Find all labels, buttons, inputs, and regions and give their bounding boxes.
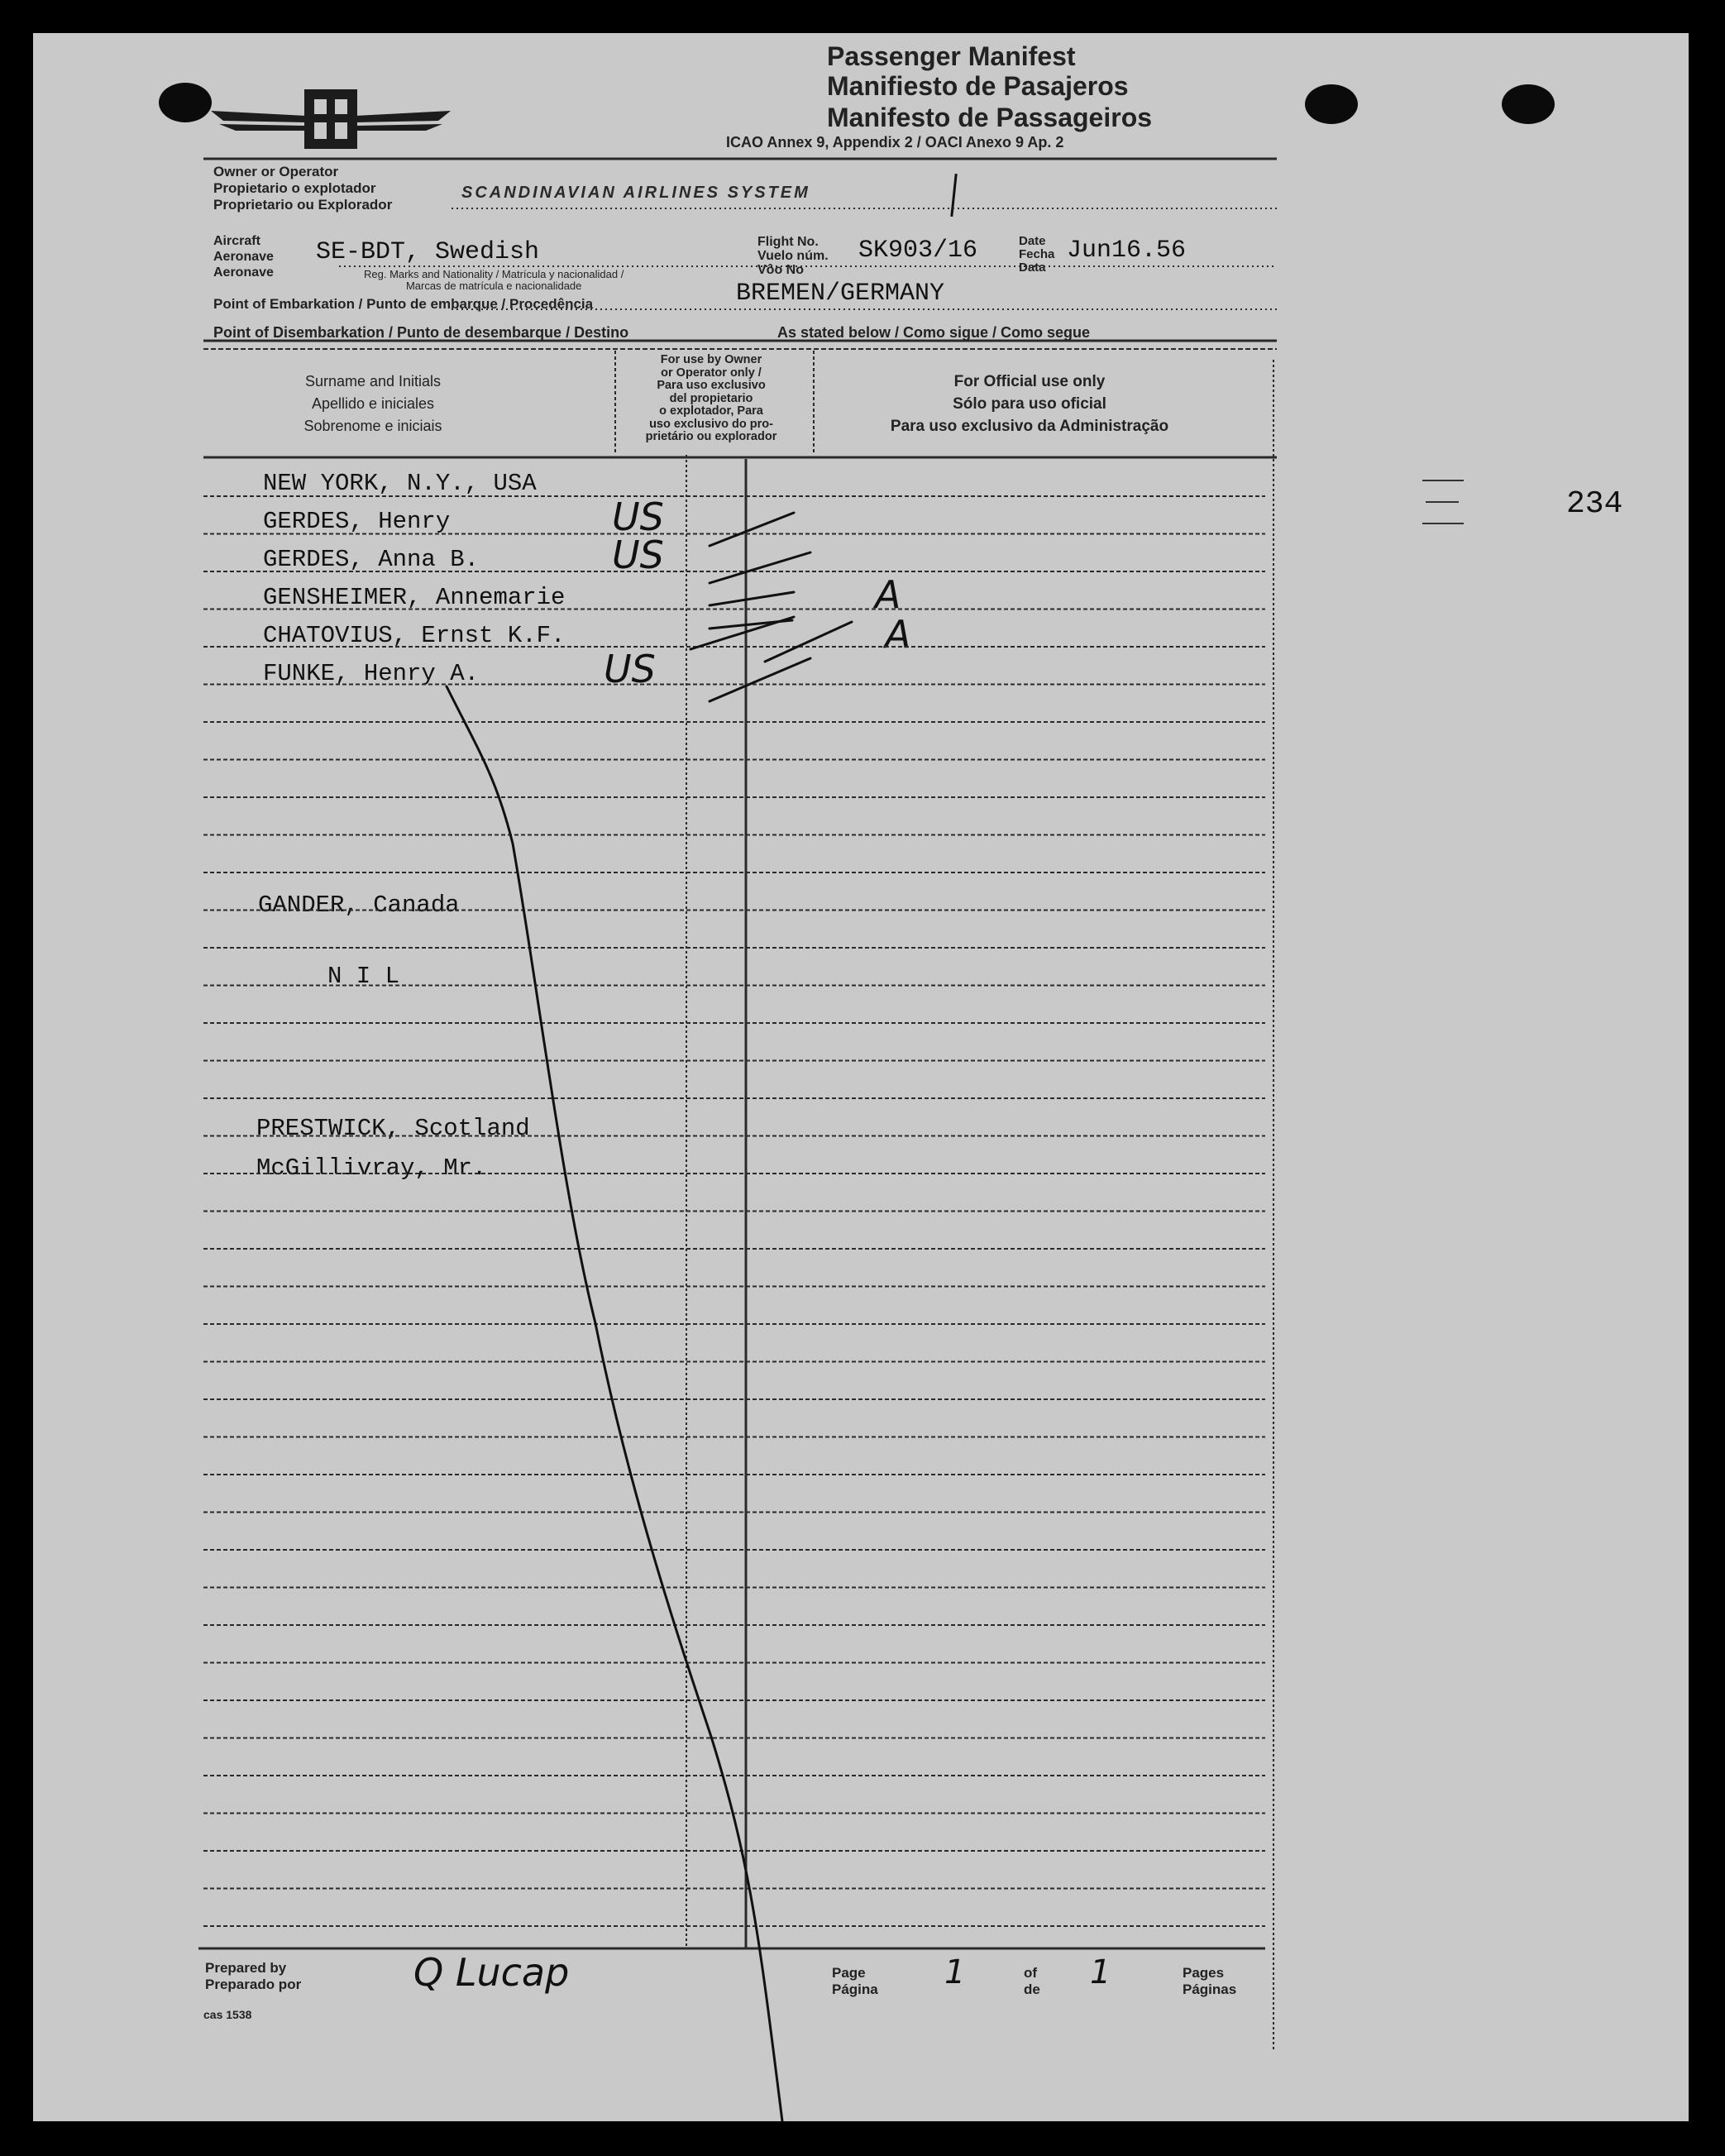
title-spanish: Manifiesto de Pasajeros bbox=[827, 71, 1129, 101]
aircraft-label: Aircraft Aeronave Aeronave bbox=[213, 234, 274, 280]
list-item: NEW YORK, N.Y., USA bbox=[263, 470, 537, 497]
handwritten-mark: A bbox=[885, 612, 911, 657]
embarkation-label: Point of Embarkation / Punto de embarque / Procedência bbox=[213, 296, 594, 312]
prepared-by-signature: Q Lucap bbox=[413, 1950, 570, 1995]
date-value: Jun16.56 bbox=[1067, 237, 1187, 265]
list-item: N I L bbox=[327, 963, 400, 990]
handwritten-mark: US bbox=[604, 647, 656, 691]
icao-reference: ICAO Annex 9, Appendix 2 / OACI Anexo 9 Ap. 2 bbox=[726, 134, 1064, 151]
aircraft-value: SE-BDT, Swedish bbox=[316, 238, 540, 266]
tick-mark bbox=[710, 513, 794, 546]
list-item: PRESTWICK, Scotland bbox=[256, 1115, 530, 1142]
title-portuguese: Manifesto de Passageiros bbox=[827, 103, 1153, 132]
manifest-page bbox=[33, 33, 1689, 2121]
flight-label: Flight No. Vuelo núm. Vôo No bbox=[757, 235, 829, 277]
handwritten-mark: US bbox=[612, 495, 664, 539]
owner-value: SCANDINAVIAN AIRLINES SYSTEM bbox=[461, 184, 810, 202]
list-item: FUNKE, Henry A. bbox=[263, 660, 480, 687]
page-total: 1 bbox=[1090, 1953, 1111, 1991]
list-item: GERDES, Anna B. bbox=[263, 546, 480, 573]
handwritten-mark: US bbox=[612, 533, 664, 577]
tick-mark bbox=[690, 617, 794, 649]
form-ruling bbox=[33, 33, 1689, 2121]
of-label: of de bbox=[1024, 1965, 1040, 1997]
pen-stroke bbox=[447, 686, 782, 2121]
list-item: GANDER, Canada bbox=[258, 892, 460, 919]
flight-number-value: SK903/16 bbox=[858, 237, 978, 265]
tick-mark bbox=[710, 592, 794, 605]
tick-mark bbox=[710, 658, 810, 701]
title-english: Passenger Manifest bbox=[827, 41, 1076, 71]
pages-label: Pages Páginas bbox=[1183, 1965, 1237, 1997]
list-item: McGillivray, Mr. bbox=[256, 1154, 487, 1182]
list-item: GERDES, Henry bbox=[263, 508, 451, 535]
column-header-owner-use: For use by Owner or Operator only / Para uso exclusivo del propietario o explotador, Para uso exclusivo do pro- prietário ou explorador bbox=[645, 353, 777, 443]
list-item: CHATOVIUS, Ernst K.F. bbox=[263, 622, 566, 649]
column-header-names: Surname and Initials Apellido e iniciales Sobrenome e iniciais bbox=[303, 373, 442, 434]
list-item: GENSHEIMER, Annemarie bbox=[263, 584, 566, 611]
aircraft-sublabel: Reg. Marks and Nationality / Matrícula y nacionalidad / Marcas de matrícula e nacionalidade bbox=[364, 268, 624, 292]
page-label: Page Página bbox=[832, 1965, 878, 1997]
owner-label: Owner or Operator Propietario o explotador Proprietario ou Explorador bbox=[213, 164, 393, 213]
tick-mark bbox=[765, 622, 852, 662]
disembarkation-value: As stated below / Como sigue / Como segue bbox=[777, 324, 1091, 341]
embarkation-value: BREMEN/GERMANY bbox=[736, 280, 945, 308]
column-header-official: For Official use only Sólo para uso oficial Para uso exclusivo da Administração bbox=[890, 373, 1169, 435]
margin-page-number: 234 bbox=[1566, 486, 1623, 522]
prepared-by-label: Prepared by Preparado por bbox=[205, 1960, 302, 1992]
date-label: Date Fecha Data bbox=[1019, 234, 1055, 275]
disembarkation-label: Point of Disembarkation / Punto de desembarque / Destino bbox=[213, 324, 629, 341]
page-number: 1 bbox=[944, 1953, 966, 1991]
tick-mark bbox=[710, 552, 810, 583]
handwritten-mark: A bbox=[875, 572, 901, 617]
form-number: cas 1538 bbox=[203, 2008, 252, 2021]
